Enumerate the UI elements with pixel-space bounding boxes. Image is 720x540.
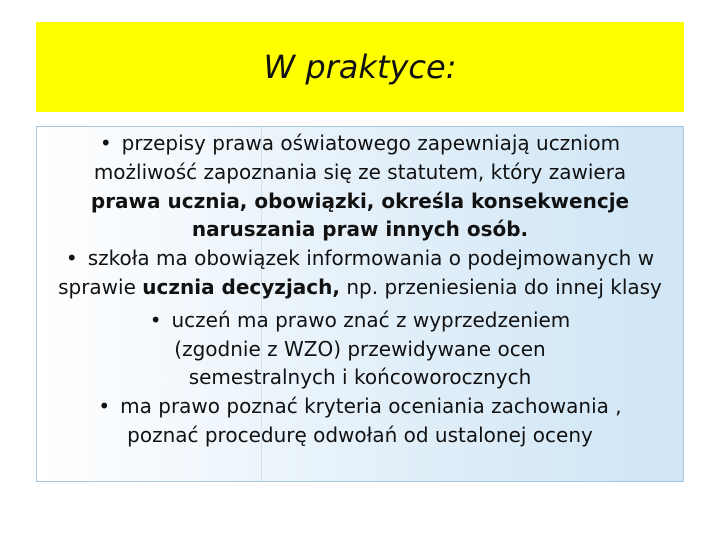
list-item: [37, 129, 683, 244]
list-item: [37, 302, 683, 392]
slide-title: W praktyce:: [263, 48, 457, 86]
item-text: np. przeniesienia do innej klasy: [346, 274, 662, 299]
title-bar: [36, 22, 684, 112]
list-item: [37, 392, 683, 450]
bullet-icon: •: [98, 394, 111, 419]
item-bold-text: ucznia decyzjach,: [142, 274, 340, 299]
bullet-icon: •: [65, 246, 78, 271]
item-bold-text: prawa ucznia, obowiązki, określa konsekwencje naruszania praw innych osób.: [90, 188, 630, 242]
item-text: szkoła ma obowiązek informowania o podejmowanych w sprawie: [58, 246, 655, 299]
content-box: [36, 126, 684, 482]
bullet-list: [37, 129, 683, 450]
item-text: przepisy prawa oświatowego zapewniają uczniom możliwość zapoznania się ze statutem, który zawiera: [93, 131, 627, 184]
bullet-icon: •: [149, 307, 162, 332]
bullet-icon: •: [99, 131, 112, 155]
item-text: ma prawo poznać kryteria oceniania zachowania , poznać procedurę odwołań od ustalonej oceny: [120, 394, 622, 447]
list-item: [37, 244, 683, 302]
item-text: uczeń ma prawo znać z wyprzedzeniem (zgodnie z WZO) przewidywane ocen semestralnych i końcoworocznych: [171, 307, 571, 390]
